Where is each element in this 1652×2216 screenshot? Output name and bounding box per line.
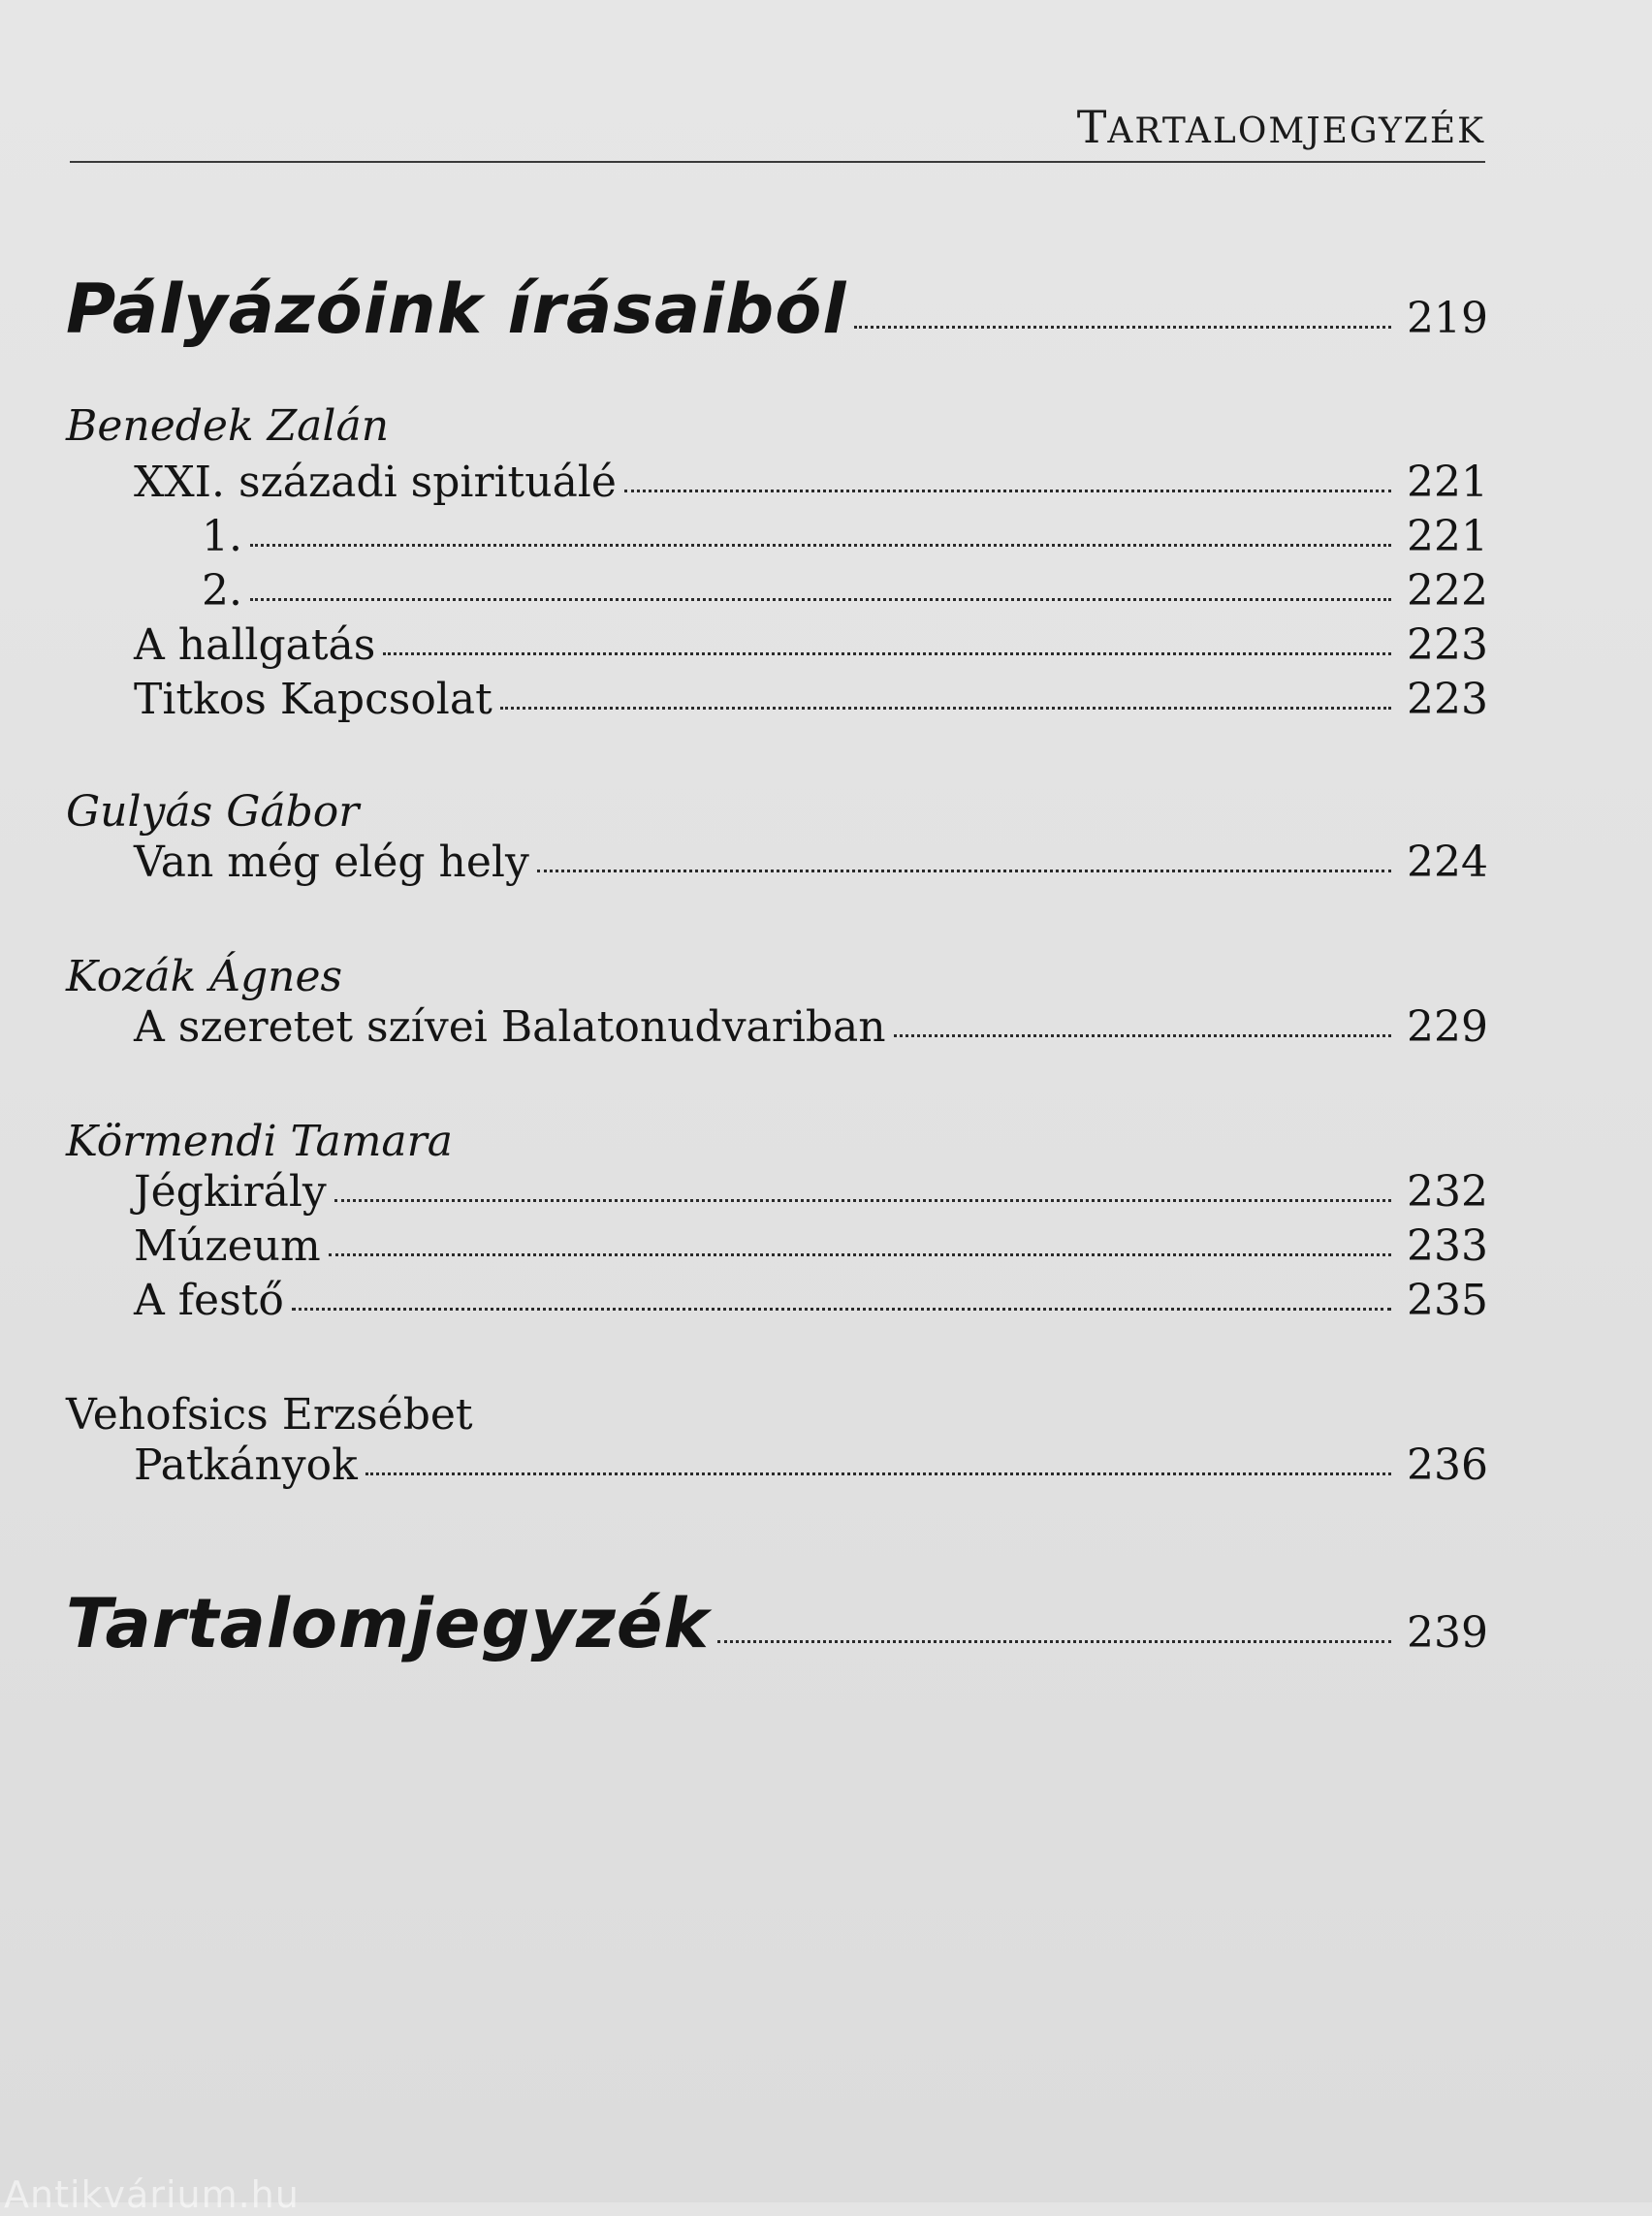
toc-entry[interactable] bbox=[134, 1002, 1488, 1052]
author-name: Gulyás Gábor bbox=[66, 787, 360, 837]
dot-leader bbox=[292, 1308, 1391, 1311]
toc-part-heading[interactable] bbox=[66, 269, 1488, 349]
toc-entry[interactable] bbox=[134, 1167, 1488, 1217]
dot-leader bbox=[383, 652, 1391, 655]
entry-title: Múzeum bbox=[134, 1221, 321, 1271]
entry-title: A hallgatás bbox=[134, 620, 376, 670]
dot-leader bbox=[250, 598, 1391, 601]
dot-leader bbox=[250, 544, 1391, 547]
entry-title: XXI. századi spirituálé bbox=[134, 458, 617, 507]
dot-leader bbox=[624, 490, 1391, 492]
page-number: 222 bbox=[1407, 566, 1488, 616]
part-title: Pályázóink írásaiból bbox=[66, 269, 847, 349]
page-number: 223 bbox=[1407, 620, 1488, 670]
page-number: 235 bbox=[1407, 1276, 1488, 1325]
author-name: Körmendi Tamara bbox=[66, 1117, 453, 1166]
header-rule bbox=[70, 161, 1485, 163]
running-head bbox=[1077, 101, 1485, 153]
author-name: Benedek Zalán bbox=[66, 401, 390, 451]
running-head-initial: T bbox=[1076, 101, 1108, 153]
toc-entry[interactable] bbox=[134, 1440, 1488, 1490]
page-number: 232 bbox=[1407, 1167, 1488, 1217]
toc-entry[interactable] bbox=[134, 620, 1488, 670]
author-name: Vehofsics Erzsébet bbox=[66, 1390, 473, 1440]
entry-title: A szeretet szívei Balatonudvariban bbox=[134, 1002, 886, 1052]
dot-leader bbox=[500, 707, 1391, 710]
running-head-rest: ARTALOMJEGYZÉK bbox=[1107, 111, 1485, 151]
toc-entry[interactable] bbox=[134, 838, 1488, 887]
dot-leader bbox=[854, 326, 1391, 329]
dot-leader bbox=[334, 1199, 1391, 1202]
part-title: Tartalomjegyzék bbox=[66, 1584, 710, 1663]
entry-title: Jégkirály bbox=[134, 1167, 327, 1217]
page-number: 221 bbox=[1407, 458, 1488, 507]
toc-part-heading[interactable] bbox=[66, 1584, 1488, 1663]
page-number: 221 bbox=[1407, 512, 1488, 561]
page-number: 233 bbox=[1407, 1221, 1488, 1271]
toc-entry[interactable] bbox=[202, 566, 1488, 616]
author-name: Kozák Ágnes bbox=[66, 952, 343, 1001]
entry-title: Titkos Kapcsolat bbox=[134, 675, 492, 724]
toc-entry[interactable] bbox=[134, 675, 1488, 724]
toc-entry[interactable] bbox=[202, 512, 1488, 561]
dot-leader bbox=[894, 1034, 1391, 1037]
entry-title: Patkányok bbox=[134, 1440, 358, 1490]
toc-entry[interactable] bbox=[134, 1221, 1488, 1271]
page-number: 229 bbox=[1407, 1002, 1488, 1052]
page-number: 239 bbox=[1407, 1608, 1488, 1658]
page-number: 236 bbox=[1407, 1440, 1488, 1490]
entry-title: 1. bbox=[202, 512, 242, 561]
page-number: 219 bbox=[1407, 294, 1488, 343]
toc-entry[interactable] bbox=[134, 458, 1488, 507]
toc-entry[interactable] bbox=[134, 1276, 1488, 1325]
entry-title: 2. bbox=[202, 566, 242, 616]
entry-title: Van még elég hely bbox=[134, 838, 529, 887]
entry-title: A festő bbox=[134, 1276, 284, 1325]
watermark-text: Antikvárium.hu bbox=[4, 2173, 300, 2216]
dot-leader bbox=[329, 1253, 1391, 1256]
dot-leader bbox=[537, 870, 1391, 872]
dot-leader bbox=[365, 1472, 1391, 1475]
dot-leader bbox=[717, 1640, 1391, 1643]
page-number: 224 bbox=[1407, 838, 1488, 887]
page-number: 223 bbox=[1407, 675, 1488, 724]
